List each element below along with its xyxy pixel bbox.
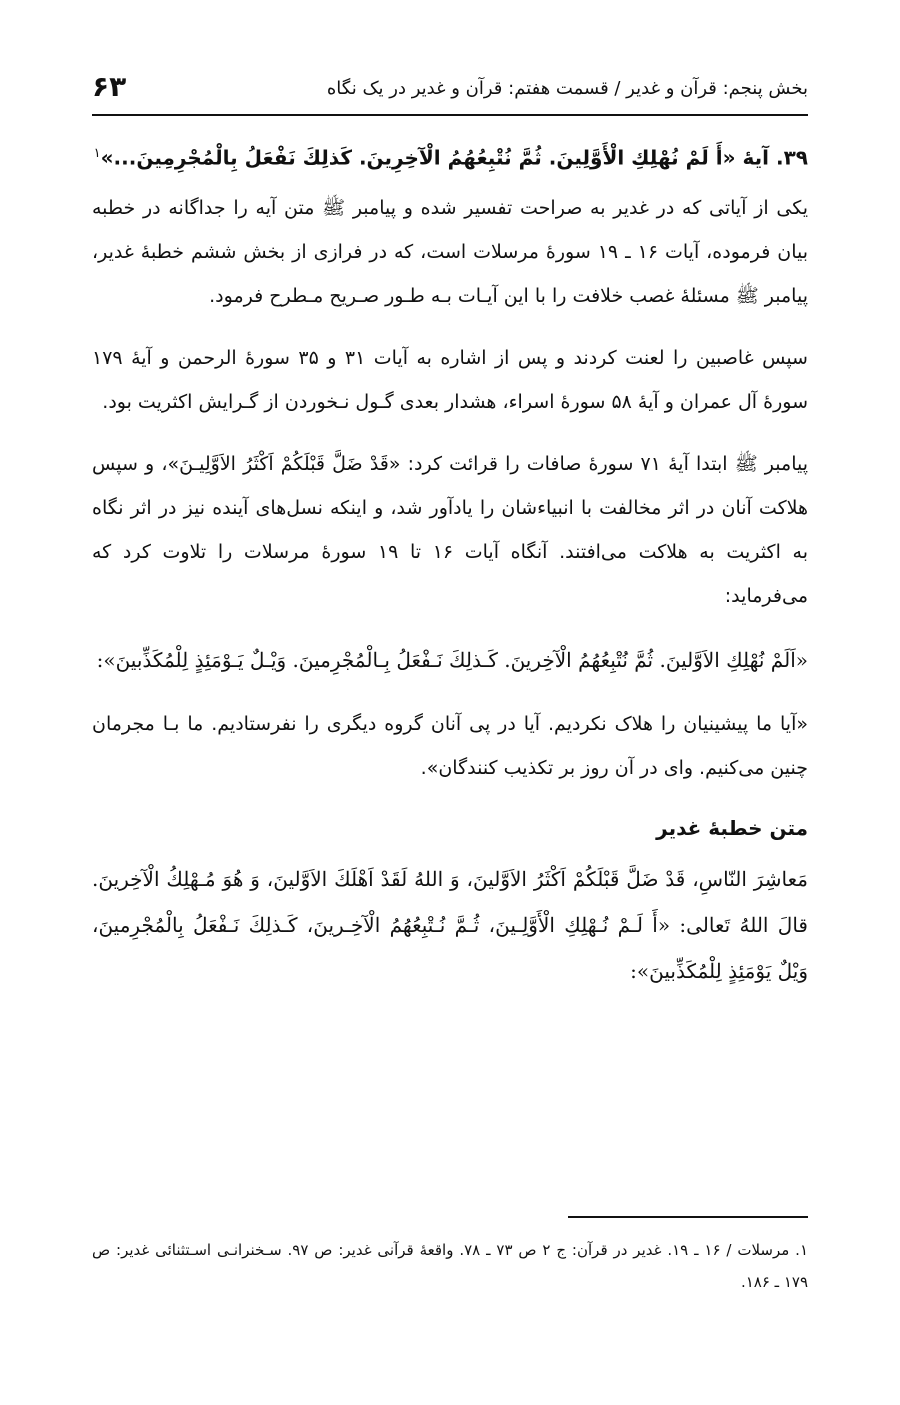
item-heading-text: ۳۹. آیهٔ «أَ لَمْ نُهْلِكِ الْأَوَّلِينَ. ثُمَّ نُتْبِعُهُمُ الْآخِرِينَ. كَذلِكَ نَفْعَلُ بِالْمُجْرِمِينَ...» [100, 145, 808, 170]
paragraph-warning: سپس غاصبین را لعنت کردند و پس از اشاره به آیات ۳۱ و ۳۵ سورهٔ الرحمن و آیهٔ ۱۷۹ سورهٔ آل عمران و آیهٔ ۵۸ سورهٔ اسراء، هشدار بعدی گـول نـخوردن از گـرایش اکثریت بود. [92, 346, 808, 413]
item-heading [92, 132, 808, 180]
quran-verse: «اَلَمْ نُهْلِكِ الاَوَّلينَ. ثُمَّ نُتْبِعُهُمُ الْآخِرينَ. كَـذلِكَ نَـفْعَلُ بِـالْمُجْرِمينَ. وَيْـلٌ يَـوْمَئِذٍ لِلْمُكَذِّبينَ»: [96, 647, 808, 672]
paragraph-intro: یکی از آیاتی که در غدیر به صراحت تفسیر شده و پیامبر ﷺ متن آیه را جداگانه در خطبه بیان فرموده، آیات ۱۶ ـ ۱۹ سورهٔ مرسلات است، که در فرازی از بخش ششم خطبهٔ غدیر، پیامبر ﷺ مسئلهٔ غصب خلافت را با این آیـات بـه طـور صـریح مـطرح فرمود. [92, 196, 808, 307]
footnote-divider [568, 1216, 808, 1218]
header-title: بخش پنجم: قرآن و غدیر / قسمت هفتم: قرآن و غدیر در یک نگاه [326, 78, 808, 99]
section-title: متن خطبهٔ غدیر [656, 815, 808, 840]
running-header [92, 70, 808, 116]
sermon-text: مَعاشِرَ النّاسِ، قَدْ ضَلَّ قَبْلَكُمْ اَكْثَرُ الاَوَّلينَ، وَ اللهُ لَقَدْ اَهْلَكَ الاَوَّلينَ، وَ هُوَ مُـهْلِكُ الْآخِرينَ. قالَ اللهُ تَعالى: «أَ لَـمْ نُـهْلِكِ الْأَوَّلِـينَ، ثُـمَّ نُـتْبِعُهُمُ الْآخِـرينَ، كَـذلِكَ نَـفْعَلُ بِالْمُجْرِمينَ، وَيْلٌ يَوْمَئِذٍ لِلْمُكَذِّبينَ»: [92, 866, 809, 983]
verse-translation: «آیا ما پیشینیان را هلاک نکردیم. آیا در پی آنان گروه دیگری را نفرستادیم. ما بـا مجرمان چنین می‌کنیم. وای در آن روز بر تکذیب کنندگان». [92, 712, 808, 779]
paragraph-recitation: پیامبر ﷺ ابتدا آیهٔ ۷۱ سورهٔ صافات را قرائت کرد: «قَدْ ضَلَّ قَبْلَكُمْ اَكْثَرُ الاَوَّلِيـنَ»، و سپس هلاکت آنان در اثر مخالفت با انبیاءشان را یادآور شد، و اینکه نسل‌های آینده نیز در اثر نگاه به اکثریت به هلاکت می‌افتند. آنگاه آیات ۱۶ تا ۱۹ سورهٔ مرسلات را تلاوت کرد که می‌فرماید: [92, 452, 809, 607]
footnote-mark: ۱ [93, 146, 101, 161]
page-number: ۶۳ [92, 70, 127, 103]
footnote: ۱. مرسلات / ۱۶ ـ ۱۹. غدیر در قرآن: ج ۲ ص ۷۳ ـ ۷۸. واقعهٔ قرآنی غدیر: ص ۹۷. سـخنرانـی اسـتثنائی غدیر: ص ۱۷۹ ـ ۱۸۶. [92, 1241, 809, 1291]
page-body [92, 132, 808, 994]
